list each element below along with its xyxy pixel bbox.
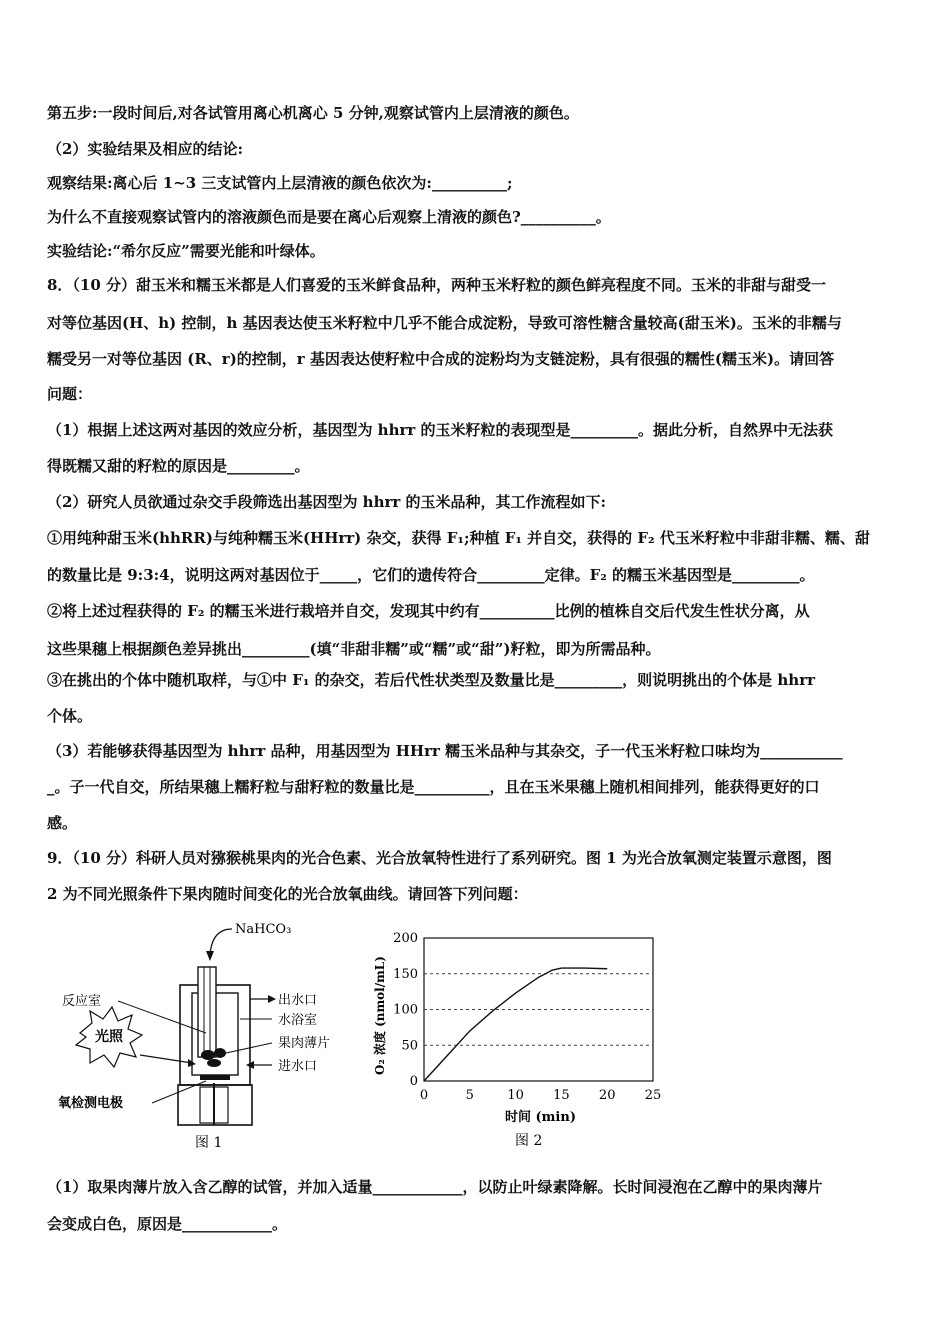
- text-line: 问题：: [47, 385, 93, 403]
- text-line: （2）实验结果及相应的结论:: [47, 140, 243, 158]
- text-line: 感。: [47, 814, 78, 832]
- text-line: （1）根据上述这两对基因的效应分析，基因型为 hhrr 的玉米籽粒的表现型是_________。据此分析，自然界中无法获: [47, 421, 834, 439]
- x-axis-label: 时间 (min): [505, 1110, 576, 1125]
- y-tick-label: 50: [401, 1038, 418, 1054]
- text-line: 会变成白色，原因是____________。: [47, 1215, 288, 1233]
- nahco3-label: NaHCO₃: [235, 922, 292, 937]
- y-tick-label: 150: [393, 966, 418, 982]
- y-tick-label: 200: [393, 931, 418, 946]
- text-line: 9．（10 分）科研人员对猕猴桃果肉的光合色素、光合放氧特性进行了系列研究。图 1 为光合放氧测定装置示意图，图: [47, 849, 832, 867]
- outlet-label: 出水口: [278, 993, 318, 1008]
- text-line: 观察结果:离心后 1~3 三支试管内上层清液的颜色依次为:__________;: [47, 174, 513, 192]
- x-tick-label: 10: [507, 1088, 524, 1103]
- slice-label: 果肉薄片: [278, 1036, 331, 1051]
- text-line: 2 为不同光照条件下果肉随时间变化的光合放氧曲线。请回答下列问题：: [47, 885, 528, 903]
- text-line: 这些果穗上根据颜色差异挑出_________(填“非甜非糯”或“糯”或“甜”)籽粒，即为所需品种。: [47, 640, 661, 658]
- light-label: 光照: [95, 1029, 123, 1045]
- text-line: 对等位基因(H、h) 控制，h 基因表达使玉米籽粒中几乎不能合成淀粉，导致可溶性糖含量较高(甜玉米)。玉米的非糯与: [47, 314, 842, 332]
- reaction-label: 反应室: [62, 994, 102, 1009]
- inlet-label: 进水口: [278, 1059, 318, 1074]
- text-line: _。子一代自交，所结果穗上糯籽粒与甜籽粒的数量比是__________，且在玉米果穗上随机相间排列，能获得更好的口: [47, 778, 820, 796]
- text-line: 糯受另一对等位基因 (R、r)的控制，r 基因表达使籽粒中合成的淀粉均为支链淀粉，具有很强的糯性(糯玉米)。请回答: [47, 350, 835, 368]
- y-tick-label: 0: [409, 1074, 418, 1089]
- x-tick-label: 5: [465, 1088, 474, 1103]
- x-tick-label: 15: [553, 1088, 570, 1103]
- text-line: 的数量比是 9:3:4，说明这两对基因位于_____，它们的遗传符合_________定律。F₂ 的糯玉米基因型是_________。: [47, 566, 815, 584]
- text-line: 为什么不直接观察试管内的溶液颜色而是要在离心后观察上清液的颜色?__________。: [47, 208, 611, 226]
- text-line: 第五步:一段时间后,对各试管用离心机离心 5 分钟,观察试管内上层清液的颜色。: [47, 104, 579, 122]
- electrode-label: 氧检测电极: [58, 1096, 124, 1111]
- y-axis-label: O₂ 浓度 (nmol/mL): [373, 956, 387, 1075]
- bath-label: 水浴室: [278, 1013, 318, 1028]
- figure-1: [40, 915, 380, 1160]
- text-line: 实验结论:“希尔反应”需要光能和叶绿体。: [47, 242, 325, 260]
- fig1-caption: 图 1: [195, 1135, 223, 1151]
- text-line: （2）研究人员欲通过杂交手段筛选出基因型为 hhrr 的玉米品种，其工作流程如下:: [47, 493, 607, 511]
- fig2-caption: 图 2: [515, 1133, 543, 1149]
- y-tick-label: 100: [393, 1002, 418, 1018]
- o2-curve: [424, 968, 607, 1081]
- text-line: （3）若能够获得基因型为 hhrr 品种，用基因型为 HHrr 糯玉米品种与其杂交，子一代玉米籽粒口味均为___________: [47, 742, 843, 760]
- text-line: ②将上述过程获得的 F₂ 的糯玉米进行栽培并自交，发现其中约有__________比例的植株自交后代发生性状分离，从: [47, 602, 810, 620]
- text-line: 个体。: [47, 707, 93, 725]
- figure-2: [360, 925, 670, 1155]
- text-line: ①用纯种甜玉米(hhRR)与纯种糯玉米(HHrr) 杂交，获得 F₁;种植 F₁ 并自交，获得的 F₂ 代玉米籽粒中非甜非糯、糯、甜: [47, 529, 870, 547]
- text-line: （1）取果肉薄片放入含乙醇的试管，并加入适量____________，以防止叶绿素降解。长时间浸泡在乙醇中的果肉薄片: [47, 1178, 823, 1196]
- x-tick-label: 25: [644, 1088, 662, 1103]
- text-line: 得既糯又甜的籽粒的原因是_________。: [47, 457, 310, 475]
- x-tick-label: 20: [598, 1088, 616, 1103]
- text-line: 8．（10 分）甜玉米和糯玉米都是人们喜爱的玉米鲜食品种，两种玉米籽粒的颜色鲜亮程度不同。玉米的非甜与甜受一: [47, 276, 827, 294]
- x-tick-label: 0: [419, 1088, 429, 1103]
- text-line: ③在挑出的个体中随机取样，与①中 F₁ 的杂交，若后代性状类型及数量比是_________，则说明挑出的个体是 hhrr: [47, 671, 816, 689]
